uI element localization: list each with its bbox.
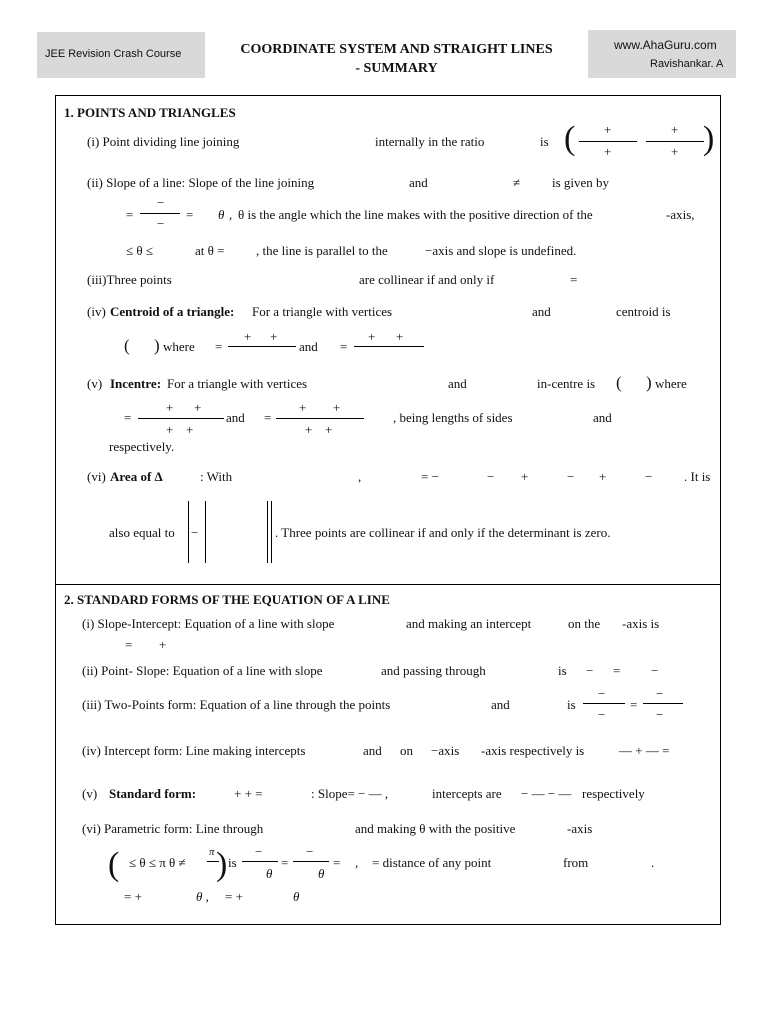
text: . It is xyxy=(684,469,711,484)
op: ( xyxy=(616,373,622,392)
fraction-bar xyxy=(138,418,224,419)
op: = xyxy=(340,339,348,354)
op: − xyxy=(157,216,165,231)
text: : With xyxy=(200,469,233,484)
section-points-triangles xyxy=(55,95,721,585)
fraction-bar xyxy=(242,861,278,862)
text: from xyxy=(563,855,589,870)
text: -axis is xyxy=(622,616,660,631)
text: = + xyxy=(124,889,142,904)
op: + xyxy=(671,122,679,137)
fraction-bar xyxy=(354,346,424,347)
text: is xyxy=(540,134,549,149)
determinant-bar xyxy=(271,501,272,563)
op: + xyxy=(521,469,529,484)
op: = xyxy=(264,410,272,425)
determinant-bar xyxy=(205,501,206,563)
text: ≠ xyxy=(513,175,521,190)
text: (ii) Slope of a line: Slope of the line joining xyxy=(87,175,315,190)
op: + xyxy=(305,422,313,437)
text: For a triangle with vertices xyxy=(167,376,308,391)
op: − xyxy=(306,844,314,859)
author-name: Ravishankar. A xyxy=(650,58,724,70)
right-paren: ) xyxy=(216,846,228,883)
text: -axis xyxy=(567,821,593,836)
symbol: π xyxy=(209,846,215,858)
text: are collinear if and only if xyxy=(359,272,495,287)
right-paren: ) xyxy=(703,120,715,157)
text: (iv) Intercept form: Line making intercepts xyxy=(82,743,306,758)
text: = − xyxy=(421,469,439,484)
text: (iii)Three points xyxy=(87,272,172,287)
left-paren: ( xyxy=(108,846,120,883)
op: + xyxy=(604,144,612,159)
text: and xyxy=(299,339,318,354)
section-standard-forms xyxy=(55,584,721,925)
text: and making θ with the positive xyxy=(355,821,516,836)
text: (vi) Parametric form: Line through xyxy=(82,821,264,836)
text: and xyxy=(532,304,551,319)
course-label: JEE Revision Crash Course xyxy=(45,48,182,60)
op: = xyxy=(186,207,194,222)
op: + xyxy=(194,400,202,415)
text: intercepts are xyxy=(432,786,502,801)
op: − xyxy=(598,707,606,722)
author-box xyxy=(588,30,736,78)
text: centroid is xyxy=(616,304,671,319)
section2-heading: 2. STANDARD FORMS OF THE EQUATION OF A LINE xyxy=(64,592,390,607)
text: is xyxy=(558,663,567,678)
op: + xyxy=(671,144,679,159)
text: , the line is parallel to the xyxy=(256,243,388,258)
text: . Three points are collinear if and only if the determinant is zero. xyxy=(275,525,611,540)
op: , xyxy=(355,855,359,870)
text: (ii) Point- Slope: Equation of a line with slope xyxy=(82,663,323,678)
fraction-bar xyxy=(140,213,180,214)
symbol: θ xyxy=(318,866,325,881)
op: = xyxy=(126,207,134,222)
text: at θ = xyxy=(195,243,225,258)
text: ≤ θ ≤ π θ ≠ xyxy=(129,855,186,870)
op: + xyxy=(396,329,404,344)
text: For a triangle with vertices xyxy=(252,304,393,319)
text: where xyxy=(655,376,687,391)
text: Standard form: xyxy=(109,786,197,801)
op: = xyxy=(124,410,132,425)
op: + xyxy=(333,400,341,415)
op: = xyxy=(281,855,289,870)
op: ( xyxy=(124,336,130,355)
op: + xyxy=(166,400,174,415)
op: = xyxy=(630,697,638,712)
text: and xyxy=(593,410,612,425)
text: on the xyxy=(568,616,601,631)
text: also equal to xyxy=(109,525,175,540)
op: ) xyxy=(154,336,160,355)
op: = xyxy=(215,339,223,354)
text: and xyxy=(226,410,245,425)
text: is xyxy=(228,855,237,870)
op: − xyxy=(656,707,664,722)
op: = xyxy=(613,663,621,678)
op: + xyxy=(159,637,167,652)
op: − xyxy=(586,663,594,678)
title-line-1: COORDINATE SYSTEM AND STRAIGHT LINES xyxy=(240,42,553,57)
course-label-box xyxy=(37,32,205,78)
text: (i) Point dividing line joining xyxy=(87,134,240,149)
website-label: www.AhaGuru.com xyxy=(614,38,717,52)
op: + xyxy=(270,329,278,344)
text: respectively. xyxy=(109,439,175,454)
text: Area of Δ xyxy=(110,469,163,484)
op: − xyxy=(598,686,606,701)
op: + xyxy=(604,122,612,137)
fraction-bar xyxy=(646,141,704,142)
text: . xyxy=(651,855,655,870)
text: on xyxy=(400,743,413,758)
determinant-bar xyxy=(188,501,189,563)
text: where xyxy=(163,339,195,354)
op: − xyxy=(487,469,495,484)
op: + xyxy=(325,422,333,437)
text: and xyxy=(409,175,428,190)
op: − xyxy=(567,469,575,484)
text: (i) Slope-Intercept: Equation of a line with slope xyxy=(82,616,335,631)
text: (iii) Two-Points form: Equation of a line through the points xyxy=(82,697,391,712)
op: + xyxy=(244,329,252,344)
symbol: θ , xyxy=(196,889,209,904)
text: internally in the ratio xyxy=(375,134,485,149)
text: = + xyxy=(225,889,243,904)
text: -axis, xyxy=(666,207,695,222)
text: , being lengths of sides xyxy=(393,410,513,425)
op: + xyxy=(368,329,376,344)
text: and xyxy=(363,743,382,758)
fraction-bar xyxy=(643,703,683,704)
op: , xyxy=(229,207,233,222)
op: = xyxy=(333,855,341,870)
op: − xyxy=(645,469,653,484)
symbol: θ xyxy=(266,866,273,881)
text: respectively xyxy=(582,786,645,801)
determinant-bar xyxy=(267,501,268,563)
section1-heading: 1. POINTS AND TRIANGLES xyxy=(64,105,236,120)
op: + xyxy=(599,469,607,484)
text: and passing through xyxy=(381,663,486,678)
text: (v) xyxy=(82,786,98,801)
fraction-bar xyxy=(583,703,625,704)
text: −axis and slope is undefined. xyxy=(425,243,577,258)
fraction-bar xyxy=(276,418,364,419)
text: (iv) xyxy=(87,304,106,319)
text: , xyxy=(358,469,362,484)
text: — + — = xyxy=(619,743,670,758)
text: Centroid of a triangle: xyxy=(110,304,235,319)
text: ≤ θ ≤ xyxy=(126,243,153,258)
text: and xyxy=(448,376,467,391)
text: −axis xyxy=(431,743,460,758)
text: = distance of any point xyxy=(372,855,492,870)
text: -axis respectively is xyxy=(481,743,585,758)
op: + xyxy=(166,422,174,437)
op: − xyxy=(656,686,664,701)
text: and xyxy=(491,697,510,712)
text: + + = xyxy=(234,786,263,801)
text: θ is the angle which the line makes with the positive direction of the xyxy=(238,207,593,222)
op: − xyxy=(157,195,165,210)
text: (v) xyxy=(87,376,103,391)
op: = xyxy=(125,637,133,652)
text: − — − — xyxy=(521,786,572,801)
text: : Slope= − — , xyxy=(311,786,389,801)
text: (vi) xyxy=(87,469,106,484)
title-line-2: - SUMMARY xyxy=(355,61,438,76)
left-paren: ( xyxy=(564,120,576,157)
document-title xyxy=(205,40,588,78)
fraction-bar xyxy=(579,141,637,142)
symbol: θ xyxy=(218,207,225,222)
fraction-bar xyxy=(228,346,296,347)
text: is given by xyxy=(552,175,610,190)
op: = xyxy=(570,272,578,287)
op: ) xyxy=(646,373,652,392)
op: + xyxy=(299,400,307,415)
text: in-centre is xyxy=(537,376,596,391)
op: − xyxy=(191,525,199,540)
op: − xyxy=(651,663,659,678)
symbol: θ xyxy=(293,889,300,904)
text: is xyxy=(567,697,576,712)
text: and making an intercept xyxy=(406,616,532,631)
op: + xyxy=(186,422,194,437)
fraction-bar xyxy=(293,861,329,862)
text: Incentre: xyxy=(110,376,162,391)
op: − xyxy=(255,844,263,859)
